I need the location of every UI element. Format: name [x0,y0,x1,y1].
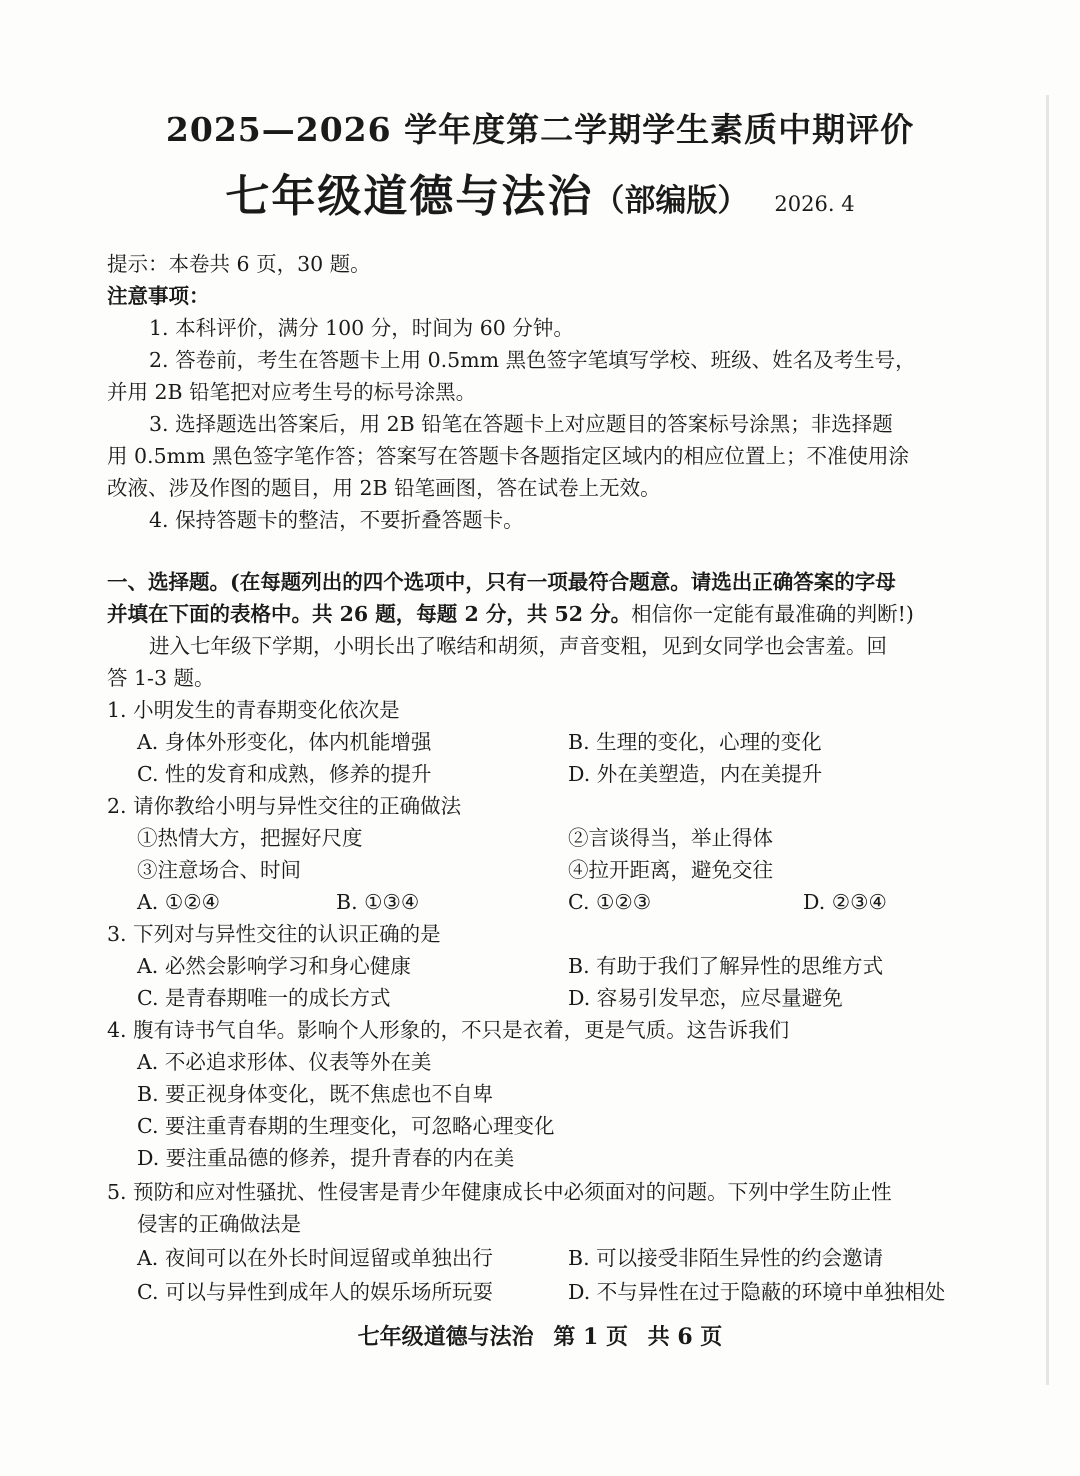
q4-option-c: C. 要注重青春期的生理变化，可忽略心理变化 [137,1114,555,1138]
q2-option-a: A. ①②④ [137,890,220,914]
q2-statement-2: ②言谈得当，举止得体 [568,826,773,850]
footer-total-pages: 共 6 页 [647,1324,723,1350]
q2-statement-4: ④拉开距离，避免交往 [568,858,773,882]
q2-statement-3: ③注意场合、时间 [137,858,301,882]
section1-intro-cont [107,604,914,625]
q1-option-c: C. 性的发育和成熟，修养的提升 [137,762,432,786]
q5-option-d: D. 不与异性在过于隐蔽的环境中单独相处 [568,1280,946,1304]
q2-option-d: D. ②③④ [803,890,887,914]
question-5-cont: 侵害的正确做法是 [137,1212,301,1236]
exam-title: 2025—2026 学年度第二学期学生素质中期评价 [165,110,915,149]
q3-option-a: A. 必然会影响学习和身心健康 [137,954,411,978]
q4-option-d: D. 要注重品德的修养，提升青春的内在美 [137,1146,515,1170]
paper-edge [1046,95,1049,1385]
q1-option-d: D. 外在美塑造，内在美提升 [568,762,823,786]
question-1: 1. 小明发生的青春期变化依次是 [107,698,400,722]
shared-stem: 进入七年级下学期，小明长出了喉结和胡须，声音变粗，见到女同学也会害羞。回 [149,634,887,658]
note-item-1: 1. 本科评价，满分 100 分，时间为 60 分钟。 [149,316,574,340]
section1-intro-bold: 并填在下面的表格中。共 26 题，每题 2 分，共 52 分。 [107,602,632,626]
question-3: 3. 下列对与异性交往的认识正确的是 [107,922,441,946]
q2-option-c: C. ①②③ [568,890,652,914]
note-item-3-cont1: 用 0.5mm 黑色签字笔作答；答案写在答题卡各题指定区域内的相应位置上；不准使用涂 [107,444,910,468]
q1-option-b: B. 生理的变化，心理的变化 [568,730,822,754]
q5-option-c: C. 可以与异性到成年人的娱乐场所玩耍 [137,1280,493,1304]
q5-option-b: B. 可以接受非陌生异性的约会邀请 [568,1246,884,1270]
note-item-2-cont: 并用 2B 铅笔把对应考生号的标号涂黑。 [107,380,477,404]
question-4: 4. 腹有诗书气自华。影响个人形象的，不只是衣着，更是气质。这告诉我们 [107,1018,790,1042]
q3-option-b: B. 有助于我们了解异性的思维方式 [568,954,884,978]
shared-stem-cont: 答 1-3 题。 [107,666,215,690]
subject-title: 七年级道德与法治 [225,171,594,222]
notes-heading: 注意事项： [107,284,210,308]
page-footer [0,1320,1080,1351]
question-5: 5. 预防和应对性骚扰、性侵害是青少年健康成长中必须面对的问题。下列中学生防止性 [107,1180,892,1204]
section1-intro: 一、选择题。(在每题列出的四个选项中，只有一项最符合题意。请选出正确答案的字母 [107,570,896,594]
question-2: 2. 请你教给小明与异性交往的正确做法 [107,794,462,818]
q2-statement-1: ①热情大方，把握好尺度 [137,826,363,850]
q4-option-a: A. 不必追求形体、仪表等外在美 [137,1050,432,1074]
q4-option-b: B. 要正视身体变化，既不焦虑也不自卑 [137,1082,494,1106]
footer-subject: 七年级道德与法治 [357,1324,534,1350]
edition-label: （部编版） [593,183,749,219]
tip-line: 提示：本卷共 6 页，30 题。 [107,252,371,276]
section1-intro-encourage: 相信你一定能有最准确的判断!) [631,602,914,626]
exam-date: 2026. 4 [774,192,855,216]
q3-option-d: D. 容易引发早恋，应尽量避免 [568,986,843,1010]
note-item-2: 2. 答卷前，考生在答题卡上用 0.5mm 黑色签字笔填写学校、班级、姓名及考生号， [149,348,916,372]
footer-page-number: 第 1 页 [553,1324,628,1350]
q2-option-b: B. ①③④ [336,890,420,914]
note-item-3-cont2: 改液、涉及作图的题目，用 2B 铅笔画图，答在试卷上无效。 [107,476,661,500]
q5-option-a: A. 夜间可以在外长时间逗留或单独出行 [137,1246,493,1270]
note-item-3: 3. 选择题选出答案后，用 2B 铅笔在答题卡上对应题目的答案标号涂黑；非选择题 [149,412,893,436]
q3-option-c: C. 是青春期唯一的成长方式 [137,986,391,1010]
subject-title-row [0,160,1080,224]
note-item-4: 4. 保持答题卡的整洁，不要折叠答题卡。 [149,508,524,532]
q1-option-a: A. 身体外形变化，体内机能增强 [137,730,432,754]
